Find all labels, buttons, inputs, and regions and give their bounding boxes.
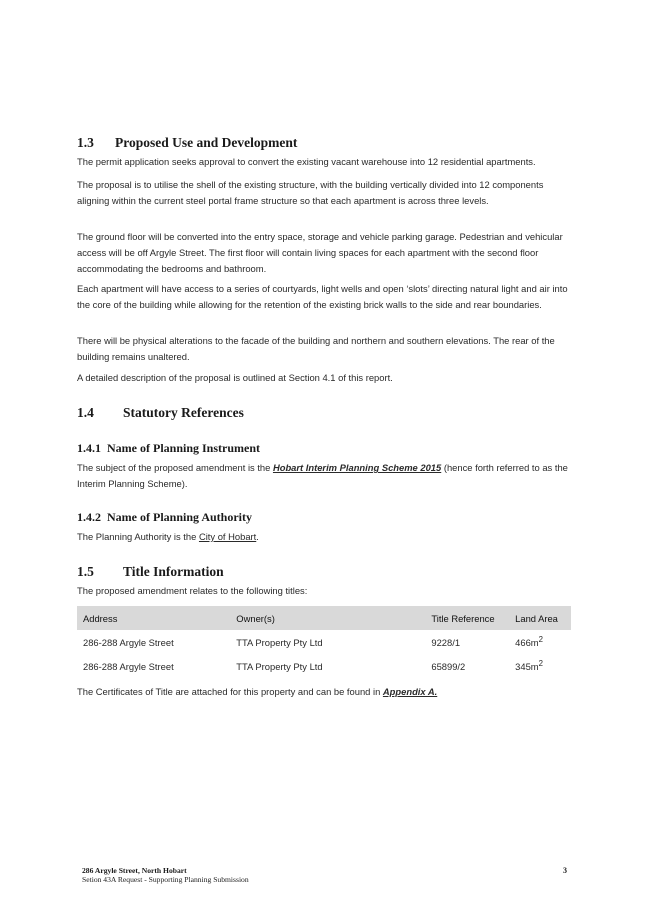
section-number: 1.5 (77, 564, 94, 579)
text: (hence forth referred to as the Interim Planning Scheme). (77, 462, 568, 489)
text: The Planning Authority is the (77, 531, 199, 542)
text: . (256, 531, 259, 542)
cell-land-area (509, 630, 571, 654)
planning-scheme-link[interactable]: Hobart Interim Planning Scheme 2015 (272, 462, 442, 473)
appendix-link[interactable]: Appendix A. (382, 686, 438, 697)
cell-title-ref: 9228/1 (431, 636, 461, 648)
column-header: Owner(s) (230, 606, 425, 630)
heading-1-4-1 (77, 441, 260, 456)
column-header: Address (77, 606, 230, 630)
section-number: 1.4.1 (77, 441, 101, 455)
section-title: Title Information (123, 564, 224, 579)
title-table (77, 606, 571, 678)
table-header-row (77, 606, 571, 630)
paragraph: The proposed amendment relates to the following titles: (77, 585, 308, 596)
section-number: 1.3 (77, 135, 94, 150)
cell-owner: TTA Property Pty Ltd (236, 636, 323, 648)
section-title: Name of Planning Instrument (107, 441, 261, 455)
cell-address: 286-288 Argyle Street (83, 636, 174, 648)
cell-land-area (509, 654, 571, 678)
section-title: Statutory References (123, 405, 244, 420)
heading-1-4-2 (77, 510, 252, 525)
heading-1-5 (77, 564, 224, 580)
cell-title-ref: 65899/2 (431, 660, 466, 672)
paragraph: The ground floor will be converted into the entry space, storage and vehicle parking garage. Pedestrian and vehicular access will be off Argyle Street. The first floor will contain living spaces for each apartment with the second floor accommodating the bedrooms and bathroom. (77, 231, 563, 274)
column-header: Title Reference (425, 606, 509, 630)
table-row (77, 654, 571, 678)
footer-subtitle: Setion 43A Request - Supporting Planning Submission (82, 875, 249, 884)
cell-address: 286-288 Argyle Street (83, 660, 174, 672)
text: The Certificates of Title are attached for this property and can be found in (77, 686, 383, 697)
page-footer (82, 866, 249, 884)
table-row (77, 630, 571, 654)
text: The subject of the proposed amendment is the (77, 462, 273, 473)
section-title: Name of Planning Authority (107, 510, 253, 524)
section-title: Proposed Use and Development (115, 135, 298, 150)
footer-address: 286 Argyle Street, North Hobart (82, 866, 187, 875)
paragraph: The permit application seeks approval to convert the existing vacant warehouse into 12 residential apartments. (77, 156, 536, 167)
section-number: 1.4 (77, 405, 94, 420)
area-value: 466m (515, 637, 539, 649)
area-unit-sup: 2 (538, 659, 543, 669)
paragraph (77, 684, 572, 700)
heading-1-3 (77, 135, 297, 151)
paragraph (77, 529, 572, 545)
paragraph: The proposal is to utilise the shell of the existing structure, with the building vertically divided into 12 components aligning within the current steel portal frame structure so that each apartment is across three levels. (77, 179, 544, 206)
paragraph: A detailed description of the proposal is outlined at Section 4.1 of this report. (77, 372, 393, 383)
authority-link[interactable]: City of Hobart (198, 531, 257, 542)
heading-1-4 (77, 405, 244, 421)
paragraph: Each apartment will have access to a series of courtyards, light wells and open ‘slots’ directing natural light and air into the core of the building while allowing for the retention of the existing brick walls to the side and rear boundaries. (77, 283, 568, 310)
paragraph: There will be physical alterations to the facade of the building and northern and southern elevations. The rear of the building remains unaltered. (77, 335, 555, 362)
area-value: 345m (515, 661, 539, 673)
area-unit-sup: 2 (538, 635, 543, 645)
cell-owner: TTA Property Pty Ltd (236, 660, 323, 672)
paragraph (77, 460, 572, 492)
section-number: 1.4.2 (77, 510, 101, 524)
page-number: 3 (563, 866, 567, 875)
column-header: Land Area (509, 606, 571, 630)
